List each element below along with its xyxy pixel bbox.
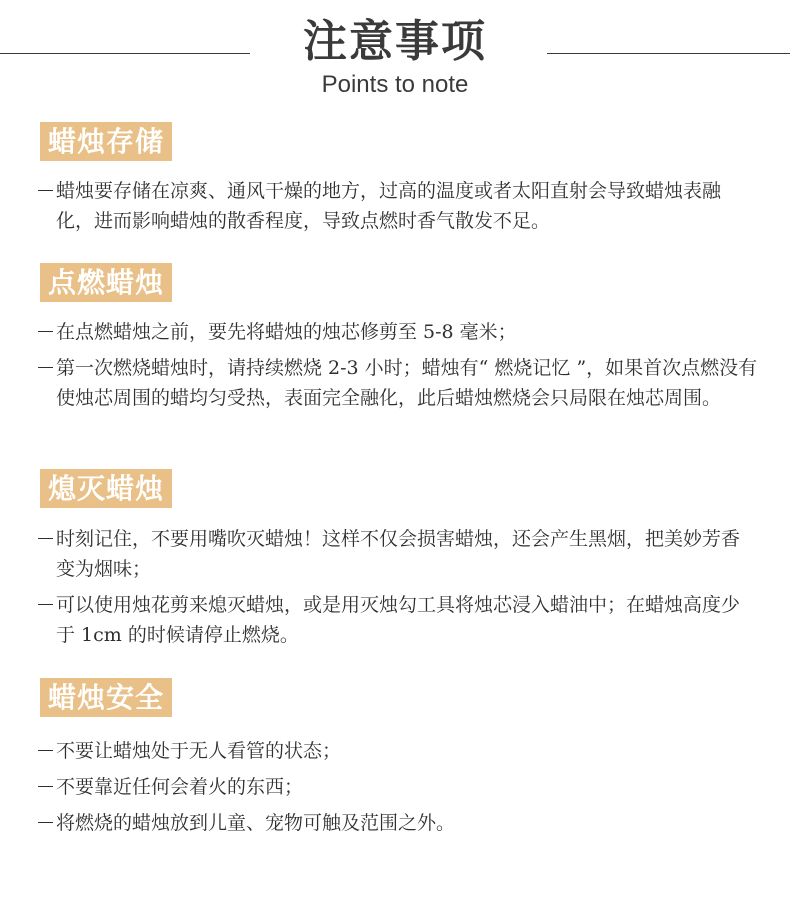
item-text: 不要让蜡烛处于无人看管的状态； [56,740,342,762]
list-item [38,736,758,766]
item-text: 可以使用烛花剪来熄灭蜡烛，或是用灭烛勾工具将烛芯浸入蜡油中；在蜡烛高度少于 1cm 的时候请停止燃烧。 [56,594,741,646]
list-item [38,176,758,236]
dash-bullet-icon [38,538,53,539]
section-items-lighting [38,317,758,419]
list-item [38,317,758,347]
list-item [38,808,758,838]
list-item [38,353,758,413]
item-text: 蜡烛要存储在凉爽、通风干燥的地方，过高的温度或者太阳直射会导致蜡烛表融化，进而影响蜡烛的散香程度，导致点燃时香气散发不足。 [56,180,722,232]
list-item [38,524,758,584]
section-heading-extinguish: 熄灭蜡烛 [40,469,172,508]
item-text: 在点燃蜡烛之前，要先将蜡烛的烛芯修剪至 5-8 毫米； [56,321,517,343]
section-heading-storage: 蜡烛存储 [40,122,172,161]
item-text: 时刻记住，不要用嘴吹灭蜡烛！这样不仅会损害蜡烛，还会产生黑烟，把美妙芳香变为烟味； [56,528,741,580]
section-items-extinguish [38,524,758,656]
item-text: 将燃烧的蜡烛放到儿童、宠物可触及范围之外。 [56,812,456,834]
dash-bullet-icon [38,750,53,751]
dash-bullet-icon [38,190,53,191]
item-text: 第一次燃烧蜡烛时，请持续燃烧 2-3 小时；蜡烛有“ 燃烧记忆 ”，如果首次点燃没有使烛芯周围的蜡均匀受热，表面完全融化，此后蜡烛燃烧会只局限在烛芯周围。 [56,357,758,409]
dash-bullet-icon [38,822,53,823]
page-header [0,0,790,110]
page-title: 注意事项 [303,16,487,67]
section-heading-safety: 蜡烛安全 [40,678,172,717]
dash-bullet-icon [38,604,53,605]
list-item [38,772,758,802]
list-item [38,590,758,650]
section-items-storage [38,176,758,242]
section-heading-lighting: 点燃蜡烛 [40,263,172,302]
section-items-safety [38,736,758,844]
dash-bullet-icon [38,786,53,787]
dash-bullet-icon [38,367,53,368]
dash-bullet-icon [38,331,53,332]
page-subtitle: Points to note [321,71,469,98]
item-text: 不要靠近任何会着火的东西； [56,776,304,798]
header-rule-right [547,53,790,54]
